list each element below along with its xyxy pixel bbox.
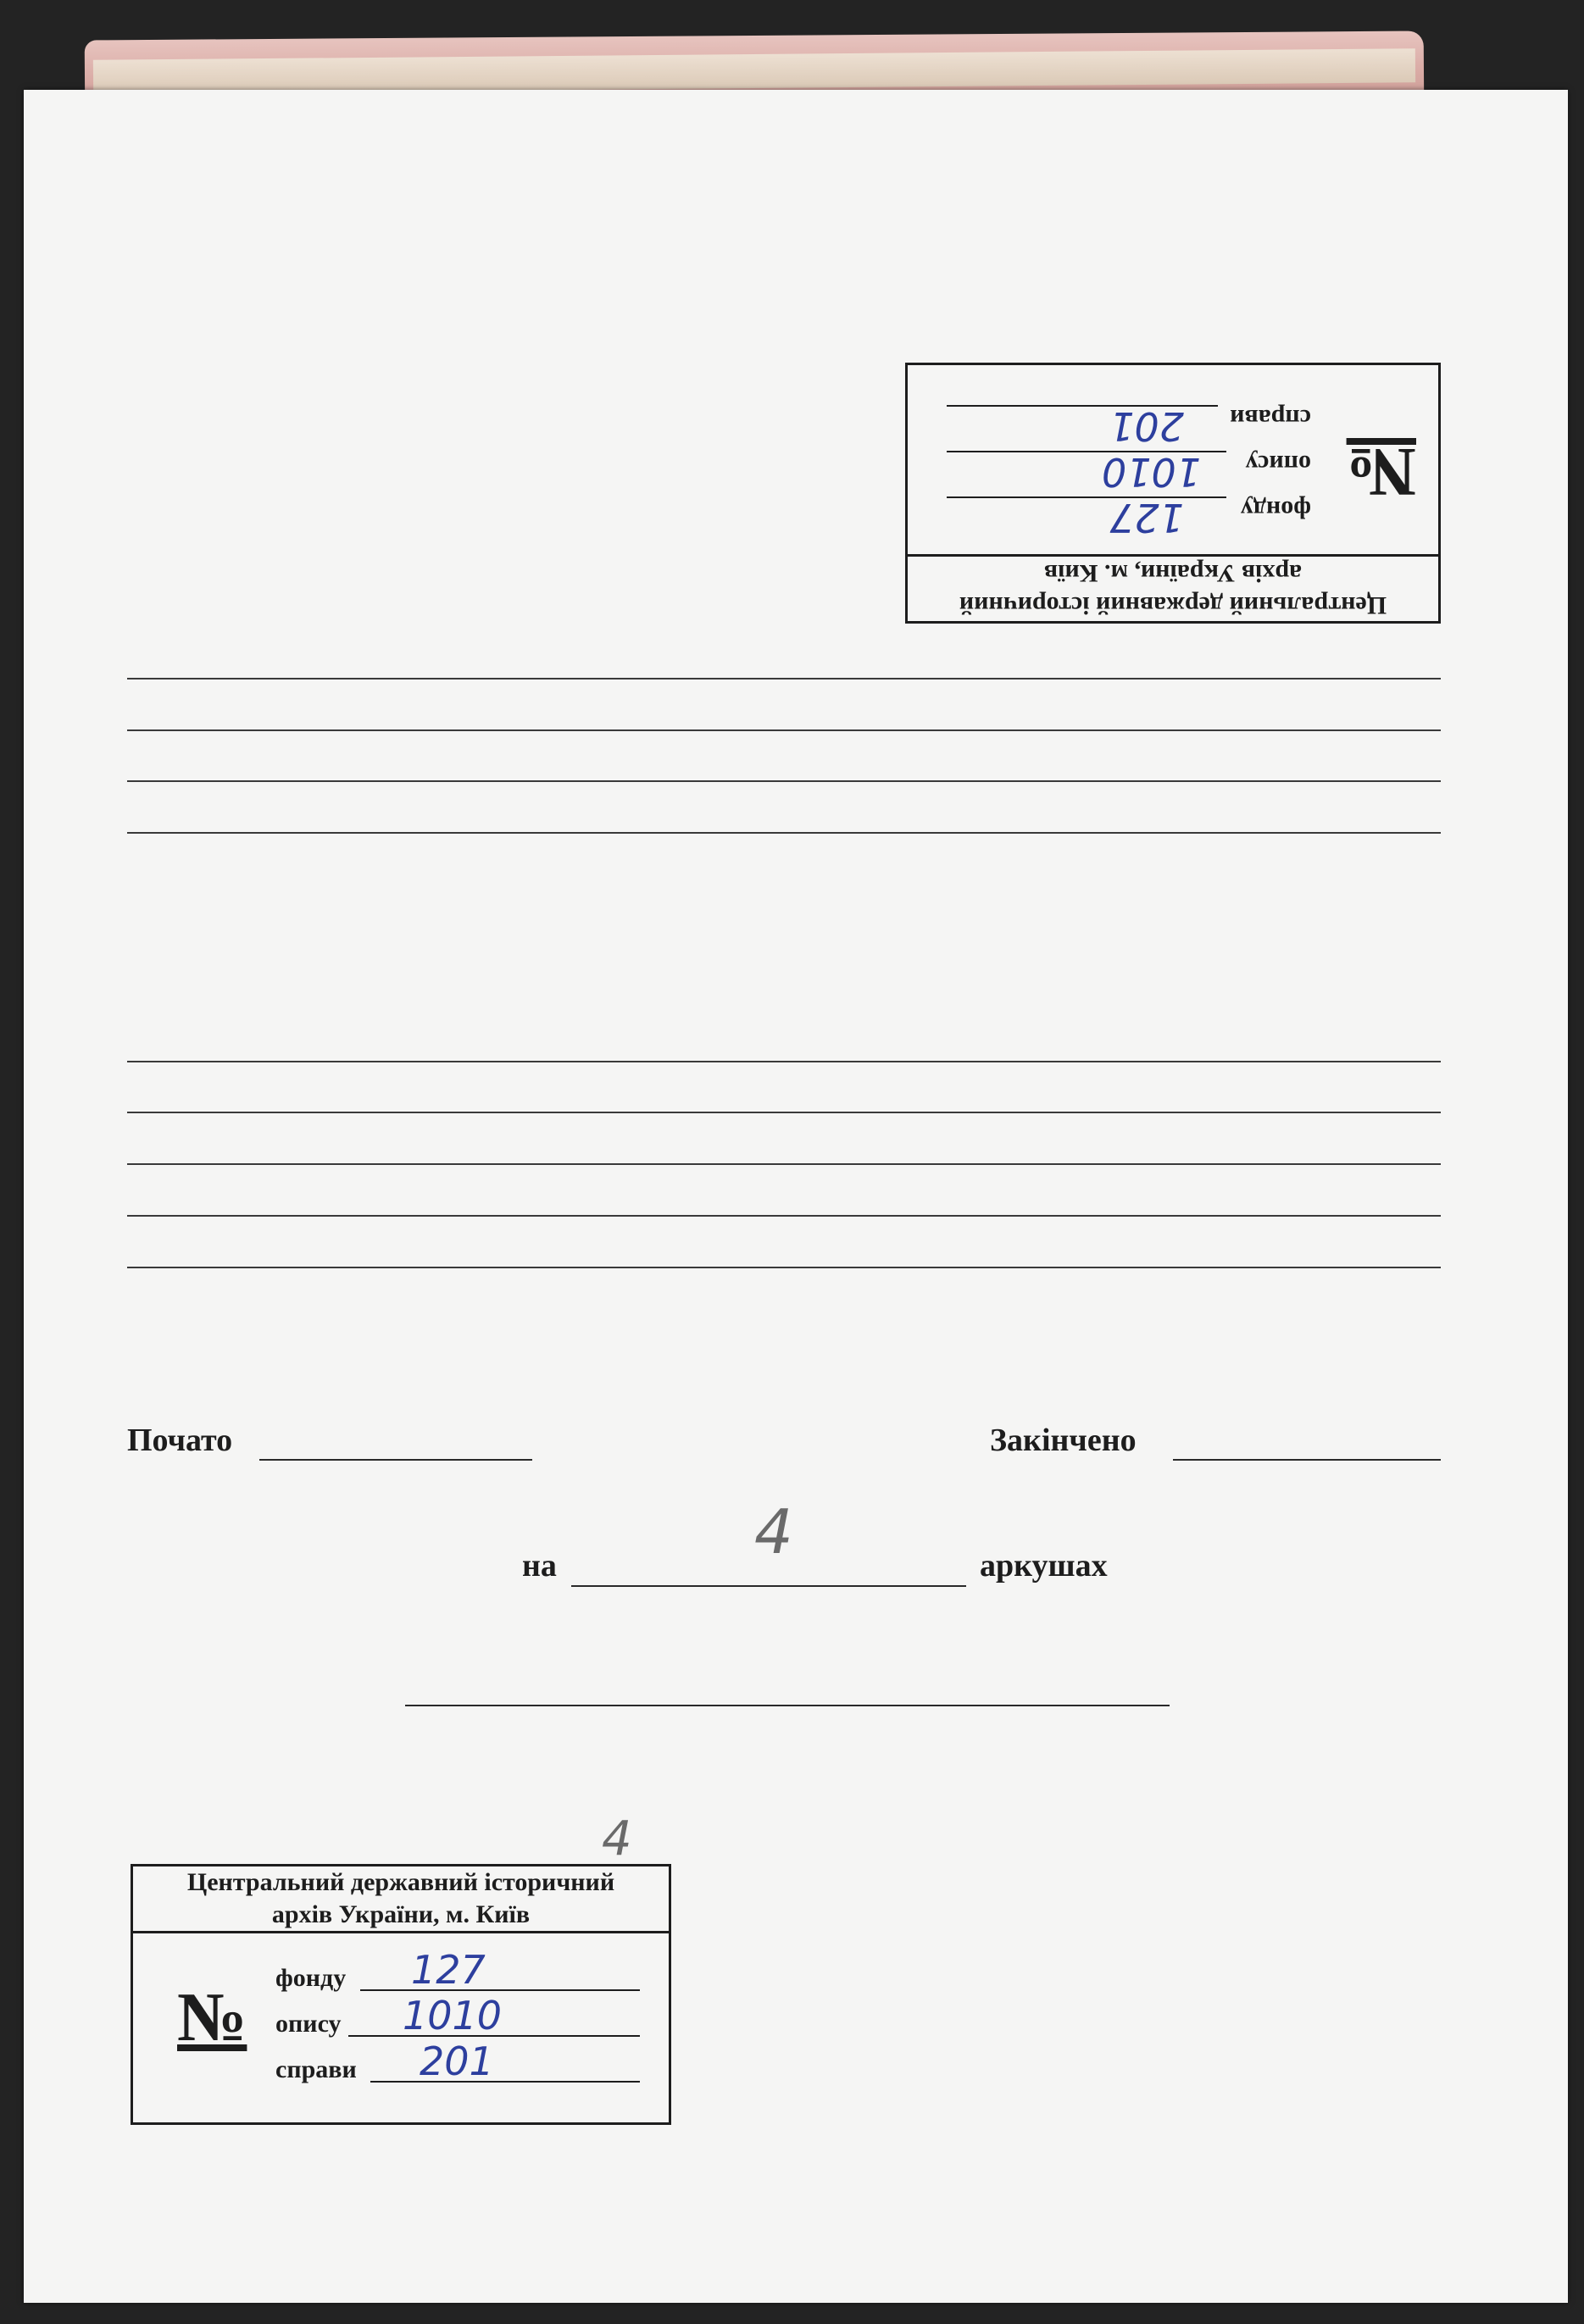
sheets-value: 4 bbox=[754, 1496, 793, 1567]
opys-value: 1010 bbox=[1101, 449, 1201, 495]
fond-value: 127 bbox=[1109, 495, 1184, 541]
stamp-header-line1: Центральний державний історичний bbox=[959, 591, 1387, 619]
title-line-1 bbox=[127, 678, 1441, 679]
stamp-header-line1: Центральний державний історичний bbox=[186, 1868, 615, 1896]
stamp-row-fond bbox=[938, 490, 1311, 541]
started-label: Почато bbox=[127, 1423, 233, 1458]
stamp-row-sprava bbox=[275, 2038, 657, 2089]
title-line-4 bbox=[127, 832, 1441, 834]
title-line-2 bbox=[127, 729, 1441, 731]
stamp-header bbox=[133, 1866, 669, 1933]
on-label: на bbox=[522, 1548, 557, 1584]
sprava-label: справи bbox=[1230, 404, 1311, 432]
sprava-label: справи bbox=[275, 2055, 357, 2083]
folder-cover bbox=[24, 90, 1568, 2303]
fond-label: фонду bbox=[275, 1964, 347, 1992]
fond-rule bbox=[947, 496, 1226, 498]
title-line-8 bbox=[127, 1215, 1441, 1217]
title-line-6 bbox=[127, 1112, 1441, 1113]
sheets-label: аркушах bbox=[980, 1548, 1108, 1584]
stamp-body bbox=[133, 1933, 669, 2120]
sprava-rule bbox=[370, 2081, 640, 2083]
stamp-body bbox=[908, 368, 1438, 554]
opys-value: 1010 bbox=[403, 1993, 503, 2038]
stamp-row-sprava bbox=[938, 398, 1311, 449]
fond-label: фонду bbox=[1240, 496, 1311, 524]
stamp-row-opys bbox=[275, 1993, 657, 2044]
sheets-rule bbox=[571, 1585, 966, 1587]
sprava-value: 201 bbox=[1109, 403, 1184, 449]
opys-label: опису bbox=[1245, 450, 1311, 478]
title-line-9 bbox=[127, 1267, 1441, 1268]
stamp-header bbox=[908, 554, 1438, 621]
stamp-row-opys bbox=[938, 444, 1311, 495]
finished-rule bbox=[1173, 1459, 1441, 1461]
opys-label: опису bbox=[275, 2010, 342, 2038]
corner-mark: 4 bbox=[602, 1811, 632, 1866]
sprava-value: 201 bbox=[420, 2038, 494, 2084]
finished-label: Закінчено bbox=[990, 1423, 1137, 1458]
archive-stamp-inverted bbox=[905, 363, 1441, 624]
title-line-5 bbox=[127, 1061, 1441, 1062]
number-sign: № bbox=[177, 1978, 247, 2055]
fond-value: 127 bbox=[411, 1947, 486, 1993]
stamp-header-line2: архів України, м. Київ bbox=[1043, 559, 1303, 587]
archive-stamp bbox=[131, 1864, 671, 2125]
title-line-7 bbox=[127, 1163, 1441, 1165]
stamp-row-fond bbox=[275, 1947, 657, 1998]
fond-rule bbox=[360, 1989, 640, 1991]
title-line-3 bbox=[127, 780, 1441, 782]
stamp-header-line2: архів України, м. Київ bbox=[271, 1900, 531, 1928]
number-sign: № bbox=[1346, 434, 1416, 511]
signature-rule bbox=[405, 1705, 1170, 1706]
started-rule bbox=[259, 1459, 532, 1461]
